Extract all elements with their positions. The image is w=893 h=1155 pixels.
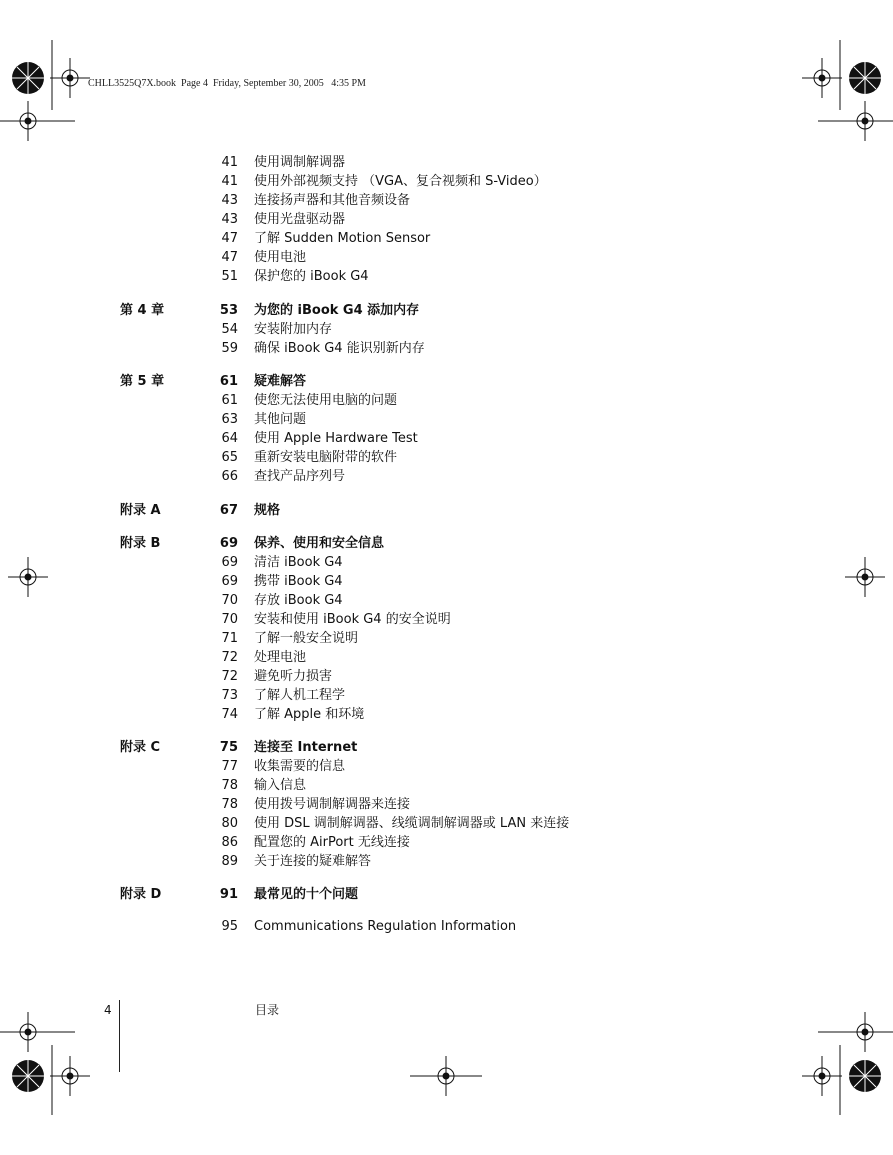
toc-page-number: 71	[221, 631, 238, 646]
toc-entry	[0, 573, 893, 591]
toc-page-number: 69	[219, 536, 238, 551]
toc-chapter-label: 附录 B	[120, 536, 161, 551]
toc-page-number: 53	[219, 303, 238, 318]
toc-entry-title: 收集需要的信息	[254, 759, 346, 774]
toc-entry-title: 为您的 iBook G4 添加内存	[254, 303, 420, 318]
toc-entry-title: 规格	[254, 503, 281, 518]
toc-page-number: 61	[221, 393, 238, 408]
toc-entry	[0, 268, 893, 286]
toc-entry-title: 关于连接的疑难解答	[254, 854, 372, 869]
toc-page-number: 63	[221, 412, 238, 427]
toc-entry	[0, 321, 893, 339]
toc-chapter-label: 附录 D	[120, 887, 162, 902]
toc-entry	[0, 886, 893, 904]
toc-entry-title: 连接至 Internet	[254, 740, 358, 755]
toc-chapter-label: 第 4 章	[120, 303, 165, 318]
footer-divider	[119, 1000, 120, 1072]
toc-page-number: 73	[221, 688, 238, 703]
toc-entry	[0, 739, 893, 757]
toc-page-number: 47	[221, 231, 238, 246]
toc-entry	[0, 373, 893, 391]
toc-entry	[0, 392, 893, 410]
toc-page-number: 70	[221, 612, 238, 627]
toc-page-number: 41	[221, 174, 238, 189]
toc-entry-title: 使用光盘驱动器	[254, 212, 346, 227]
toc-entry-title: 安装附加内存	[254, 322, 333, 337]
toc-entry	[0, 249, 893, 267]
toc-entry-title: 确保 iBook G4 能识别新内存	[254, 341, 425, 356]
toc-entry	[0, 173, 893, 191]
toc-entry-title: 最常见的十个问题	[254, 887, 359, 902]
toc-page-number: 64	[221, 431, 238, 446]
toc-chapter-label: 附录 C	[120, 740, 161, 755]
toc-entry-title: 重新安装电脑附带的软件	[254, 450, 398, 465]
toc-page-number: 43	[221, 212, 238, 227]
toc-page-number: 80	[221, 816, 238, 831]
toc-page-number: 89	[221, 854, 238, 869]
toc-entry	[0, 449, 893, 467]
toc-entry-title: 存放 iBook G4	[254, 593, 343, 608]
toc-entry-title: 携带 iBook G4	[254, 574, 343, 589]
toc-entry-title: 避免听力损害	[254, 669, 333, 684]
toc-entry	[0, 611, 893, 629]
toc-entry-title: 其他问题	[254, 412, 307, 427]
toc-page-number: 47	[221, 250, 238, 265]
toc-entry	[0, 154, 893, 172]
toc-page-number: 72	[221, 669, 238, 684]
toc-entry	[0, 815, 893, 833]
toc-entry-title: 配置您的 AirPort 无线连接	[254, 835, 410, 850]
toc-entry	[0, 211, 893, 229]
toc-entry	[0, 630, 893, 648]
toc-page-number: 91	[219, 887, 238, 902]
toc-entry-title: 使用 Apple Hardware Test	[254, 431, 418, 446]
toc-entry	[0, 592, 893, 610]
toc-entry	[0, 706, 893, 724]
toc-entry-title: 安装和使用 iBook G4 的安全说明	[254, 612, 451, 627]
toc-entry	[0, 430, 893, 448]
toc-page-number: 75	[219, 740, 238, 755]
toc-entry-title: 疑难解答	[254, 374, 307, 389]
footer-page-number: 4	[104, 1003, 112, 1017]
toc-entry	[0, 853, 893, 871]
toc-page-number: 61	[219, 374, 238, 389]
toc-entry	[0, 649, 893, 667]
toc-entry-title: 清洁 iBook G4	[254, 555, 343, 570]
toc-entry	[0, 230, 893, 248]
toc-entry	[0, 687, 893, 705]
toc-page-number: 51	[221, 269, 238, 284]
toc-entry-title: 了解人机工程学	[254, 688, 346, 703]
toc-entry	[0, 468, 893, 486]
toc-page-number: 95	[221, 919, 238, 934]
toc-page-number: 77	[221, 759, 238, 774]
toc-entry-title: 使您无法使用电脑的问题	[254, 393, 398, 408]
toc-page-number: 70	[221, 593, 238, 608]
toc-entry-title: 保养、使用和安全信息	[254, 536, 385, 551]
book-header: CHLL3525Q7X.book Page 4 Friday, September 30, 2005 4:35 PM	[88, 78, 366, 89]
toc-entry	[0, 535, 893, 553]
toc-entry-title: Communications Regulation Information	[254, 919, 517, 934]
toc-entry	[0, 502, 893, 520]
toc-page-number: 69	[221, 555, 238, 570]
toc-page-number: 41	[221, 155, 238, 170]
toc-entry-title: 使用 DSL 调制解调器、线缆调制解调器或 LAN 来连接	[254, 816, 570, 831]
toc-page-number: 67	[219, 503, 238, 518]
toc-entry-title: 输入信息	[254, 778, 307, 793]
toc-entry-title: 了解 Sudden Motion Sensor	[254, 231, 431, 246]
toc-entry-title: 查找产品序列号	[254, 469, 346, 484]
toc-entry	[0, 411, 893, 429]
toc-page-number: 78	[221, 797, 238, 812]
footer-section-title: 目录	[255, 1003, 280, 1017]
toc-entry-title: 使用电池	[254, 250, 307, 265]
toc-entry-title: 了解一般安全说明	[254, 631, 359, 646]
toc-page-number: 65	[221, 450, 238, 465]
toc-entry	[0, 777, 893, 795]
toc-entry-title: 使用拨号调制解调器来连接	[254, 797, 411, 812]
toc-entry	[0, 918, 893, 936]
toc-entry-title: 连接扬声器和其他音频设备	[254, 193, 411, 208]
toc-entry-title: 使用外部视频支持 （VGA、复合视频和 S-Video）	[254, 174, 547, 189]
toc-entry	[0, 758, 893, 776]
toc-page-number: 69	[221, 574, 238, 589]
toc-page-number: 72	[221, 650, 238, 665]
toc-entry	[0, 340, 893, 358]
toc-entry	[0, 796, 893, 814]
toc-entry	[0, 192, 893, 210]
toc-entry	[0, 302, 893, 320]
toc-chapter-label: 附录 A	[120, 503, 161, 518]
toc-page-number: 78	[221, 778, 238, 793]
toc-entry-title: 保护您的 iBook G4	[254, 269, 369, 284]
toc-page-number: 43	[221, 193, 238, 208]
toc-entry	[0, 554, 893, 572]
toc-chapter-label: 第 5 章	[120, 374, 165, 389]
toc-page-number: 66	[221, 469, 238, 484]
toc-entry	[0, 668, 893, 686]
toc-page-number: 59	[221, 341, 238, 356]
toc-page-number: 86	[221, 835, 238, 850]
toc-entry-title: 使用调制解调器	[254, 155, 346, 170]
toc-page-number: 54	[221, 322, 238, 337]
toc-entry	[0, 834, 893, 852]
toc-entry-title: 了解 Apple 和环境	[254, 707, 365, 722]
toc-entry-title: 处理电池	[254, 650, 307, 665]
toc-page-number: 74	[221, 707, 238, 722]
